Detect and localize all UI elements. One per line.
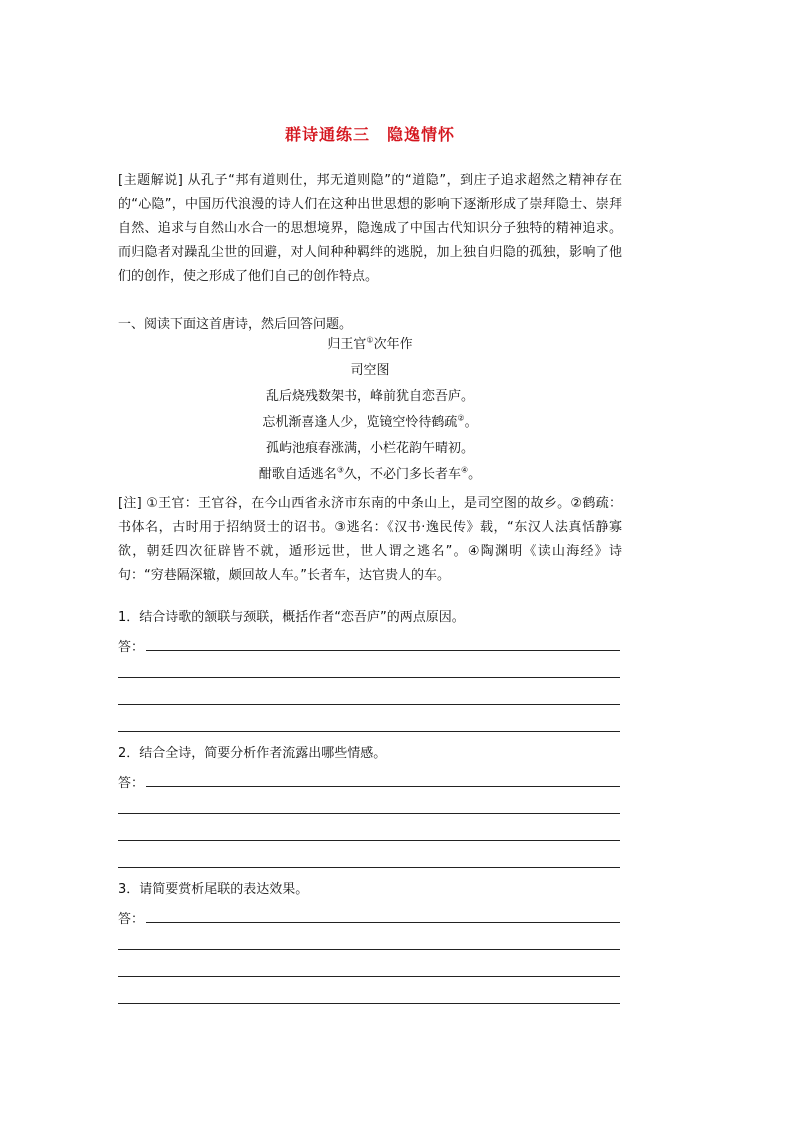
answer-line[interactable] <box>118 976 620 977</box>
poem-line: 乱后烧残数架书，峰前犹自恋吾庐。 <box>265 389 474 404</box>
poem <box>118 332 622 488</box>
poem-line: 酣歌自适逃名③久，不必门多长者车④。 <box>258 465 482 482</box>
poem-author: 司空图 <box>350 363 390 378</box>
intro-tag: [主题解说] <box>118 173 183 188</box>
poem-notes <box>118 492 622 588</box>
intro-text: 从孔子“邦有道则仕，邦无道则隐”的“道隐”，到庄子追求超然之精神存在的“心隐”，中国历代浪漫的诗人们在这种出世思想的影响下逐渐形成了崇拜隐士、崇拜自然、追求与自然山水合一的思想境界，隐逸成了中国古代知识分子独特的精神追求。而归隐者对躁乱尘世的回避，对人间种种羁绊的逃脱，加上独自归隐的孤独，影响了他们的创作，使之形成了他们自己的创作特点。 <box>118 173 622 284</box>
answer-line[interactable] <box>118 813 620 814</box>
answer-line[interactable] <box>118 677 620 678</box>
page-title: 群诗通练三 隐逸情怀 <box>284 125 455 144</box>
note-text: ①王官：王官谷，在今山西省永济市东南的中条山上，是司空图的故乡。②鹤疏：书体名，古时用于招纳贤士的诏书。③逃名：《汉书·逸民传》载，“东汉人法真恬静寡欲，朝廷四次征辟皆不就，遁形远世，世人谓之逃名”。④陶渊明《读山海经》诗句：“穷巷隔深辙，颇回故人车。”长者车，达官贵人的车。 <box>118 496 622 583</box>
note-tag: [注] <box>118 496 142 511</box>
poem-title: 归王官①次年作 <box>327 335 413 352</box>
answer-line[interactable] <box>146 922 620 923</box>
answer-label: 答： <box>118 912 145 927</box>
answer-line[interactable] <box>146 650 620 651</box>
answer-line[interactable] <box>146 786 620 787</box>
poem-line: 忘机渐喜逢人少，览镜空怜待鹤疏②。 <box>262 413 478 430</box>
theme-intro <box>118 169 622 289</box>
answer-label: 答： <box>118 776 145 791</box>
question-1: 1．结合诗歌的颔联与颈联，概括作者“恋吾庐”的两点原因。 <box>118 610 465 625</box>
question-3: 3．请简要赏析尾联的表达效果。 <box>118 882 309 897</box>
answer-line[interactable] <box>118 1003 620 1004</box>
answer-line[interactable] <box>118 867 620 868</box>
question-2: 2．结合全诗，简要分析作者流露出哪些情感。 <box>118 746 387 761</box>
answer-line[interactable] <box>118 704 620 705</box>
poem-line: 孤屿池痕春涨满，小栏花韵午晴初。 <box>265 441 474 456</box>
answer-line[interactable] <box>118 949 620 950</box>
section-heading: 一、阅读下面这首唐诗，然后回答问题。 <box>118 317 353 332</box>
answer-label: 答： <box>118 640 145 655</box>
answer-line[interactable] <box>118 840 620 841</box>
answer-line[interactable] <box>118 731 620 732</box>
